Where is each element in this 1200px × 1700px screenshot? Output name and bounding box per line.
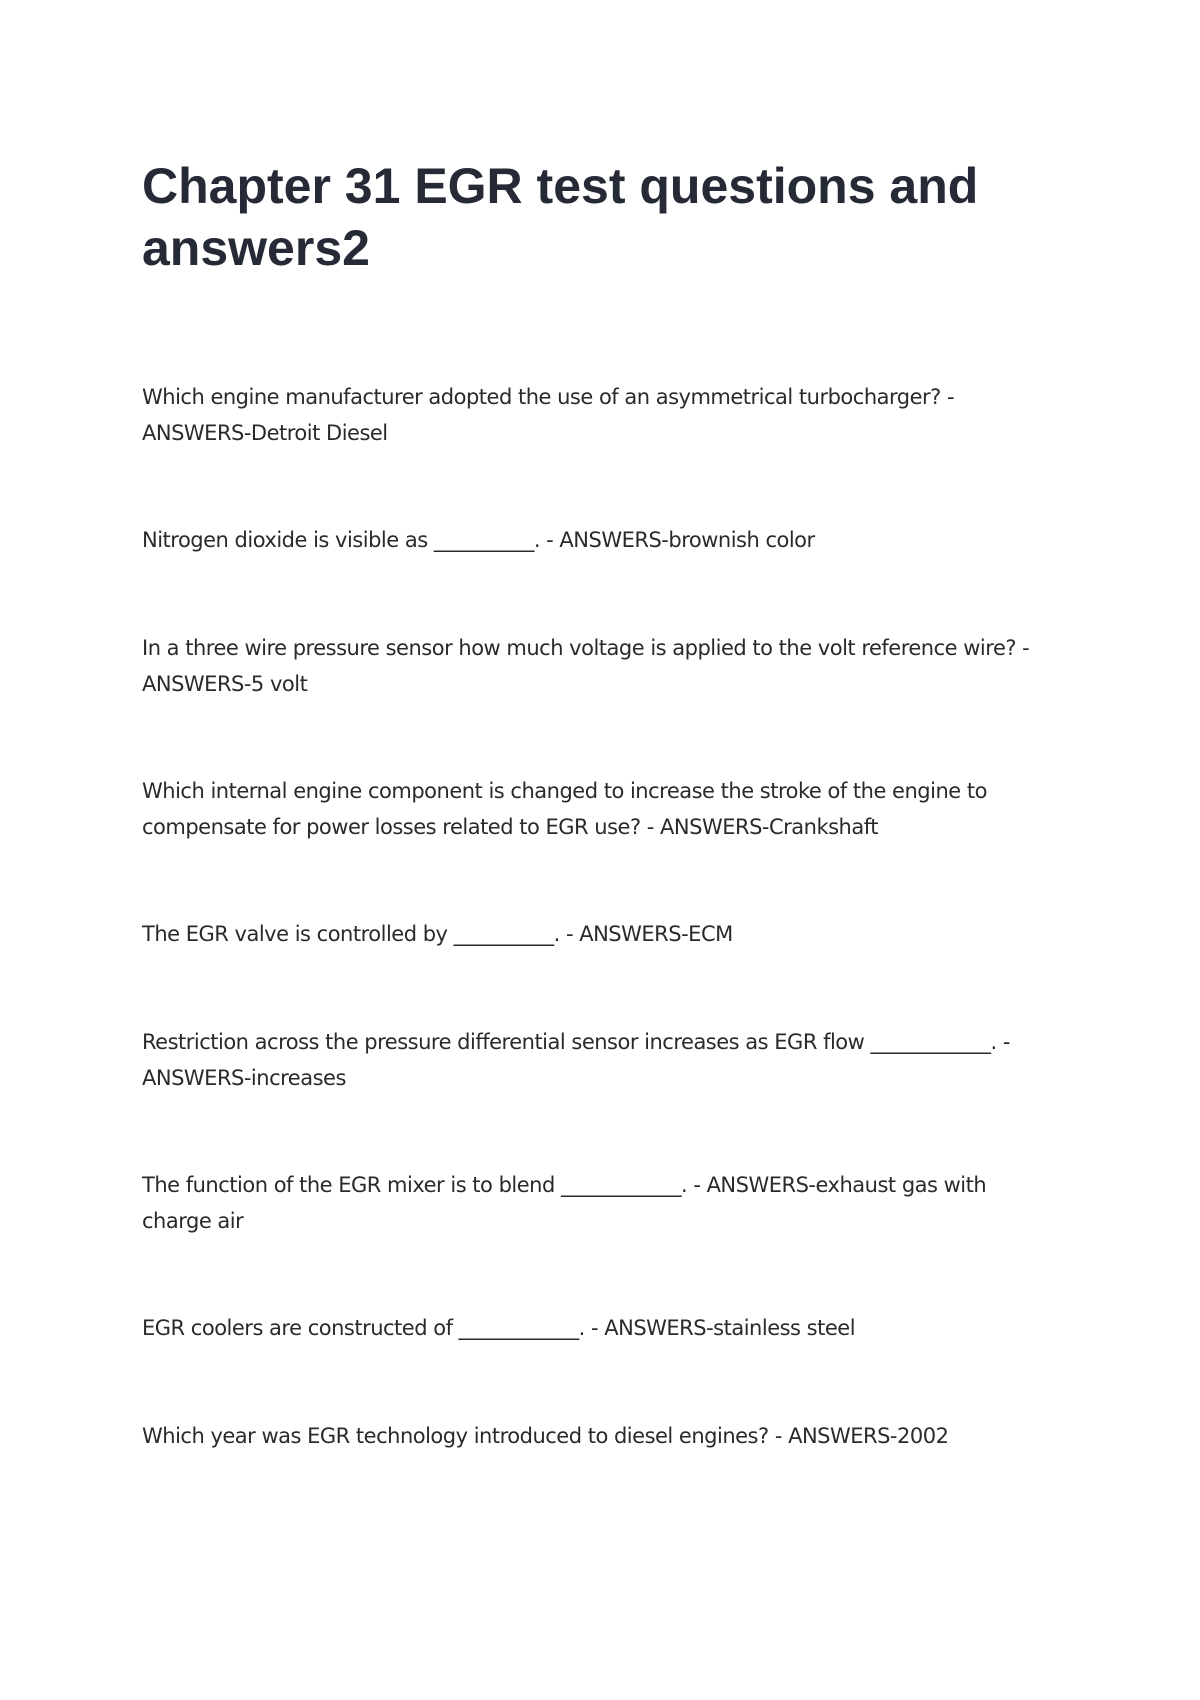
document-title: Chapter 31 EGR test questions and answers2 [142,158,979,276]
qa-item: Which year was EGR technology introduced to diesel engines? - ANSWERS-2002 [142,1424,949,1448]
qa-item: In a three wire pressure sensor how much voltage is applied to the volt reference wire? - ANSWERS-5 volt [142,636,1030,696]
qa-item: EGR coolers are constructed of ____________. - ANSWERS-stainless steel [142,1316,856,1340]
qa-item: Which engine manufacturer adopted the use of an asymmetrical turbocharger? - ANSWERS-Detroit Diesel [142,385,955,445]
qa-item: The EGR valve is controlled by __________. - ANSWERS-ECM [142,922,733,946]
qa-item: Restriction across the pressure differential sensor increases as EGR flow ____________. - ANSWERS-increases [142,1030,1010,1090]
qa-item: Which internal engine component is changed to increase the stroke of the engine to compensate for power losses related to EGR use? - ANSWERS-Crankshaft [142,779,987,839]
qa-item: The function of the EGR mixer is to blend ____________. - ANSWERS-exhaust gas with charge air [142,1173,987,1233]
qa-item: Nitrogen dioxide is visible as __________. - ANSWERS-brownish color [142,528,815,552]
qa-list [142,379,1042,1526]
